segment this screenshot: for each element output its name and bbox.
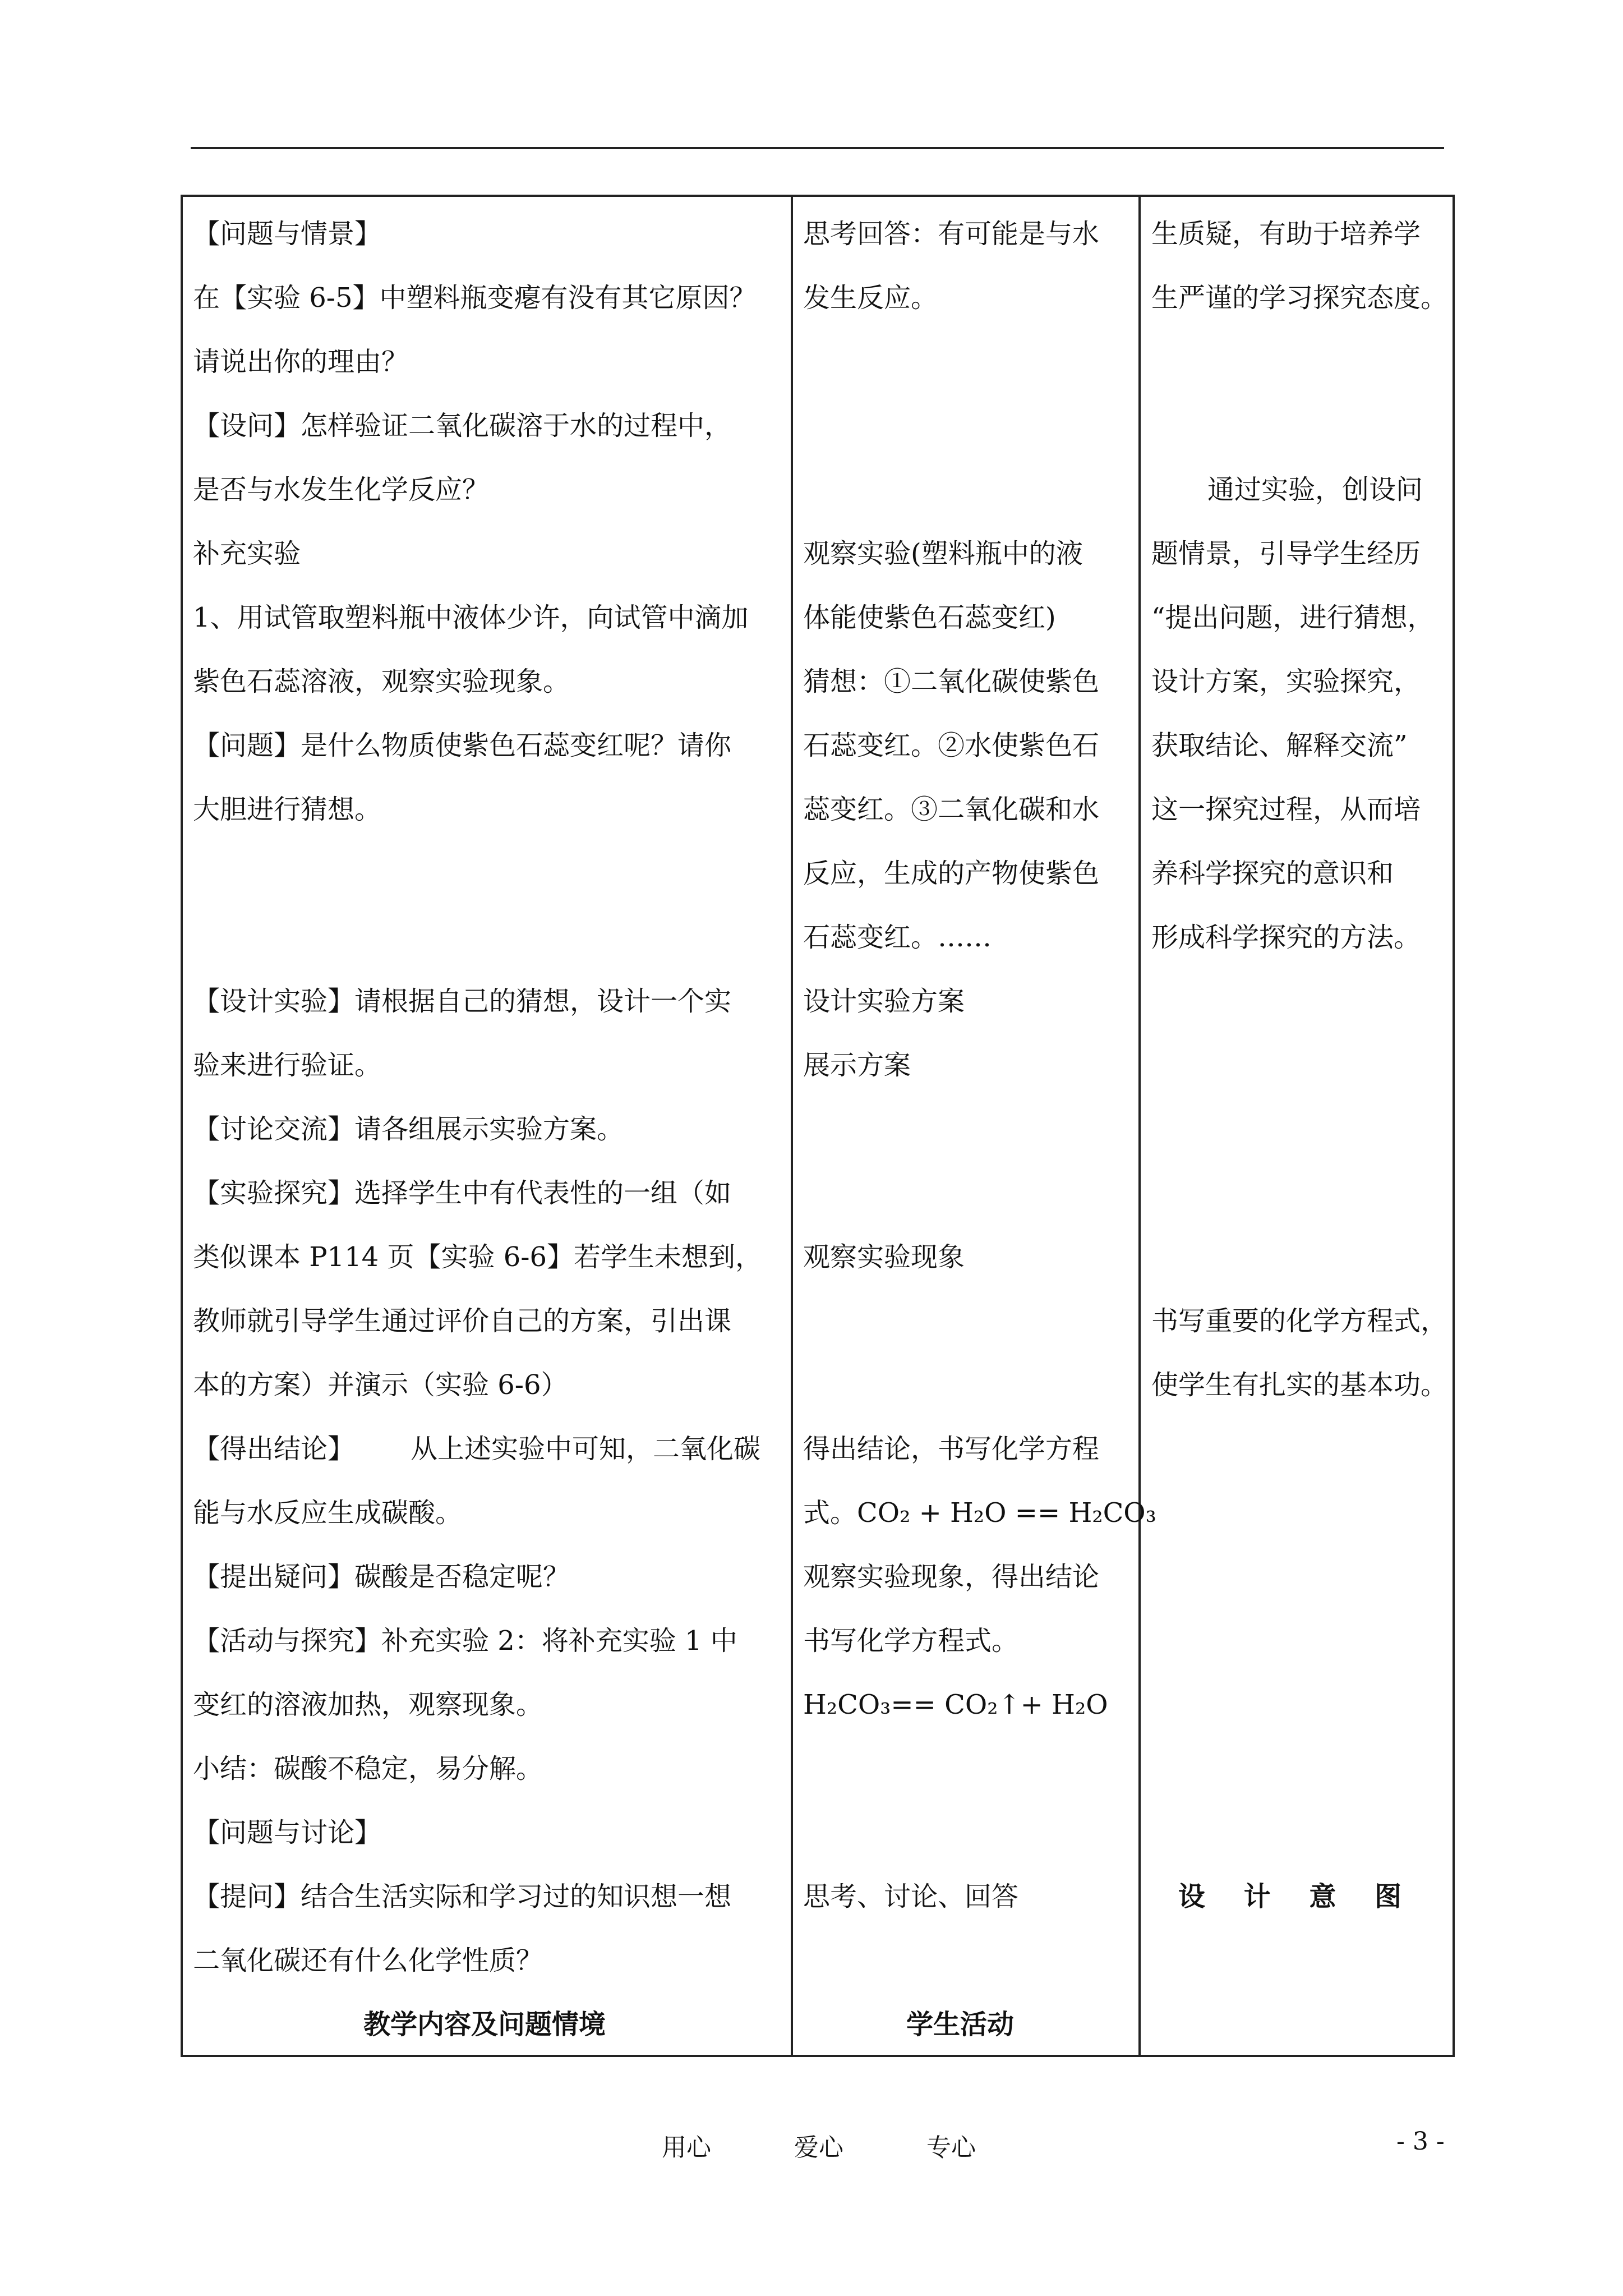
text-line: 请说出你的理由？	[193, 346, 409, 378]
text-line: 本的方案）并演示（实验 6-6）	[193, 1369, 568, 1401]
text-line: 蕊变红。③二氧化碳和水	[803, 794, 1100, 825]
text-line: 验来进行验证。	[193, 1050, 382, 1081]
text-line: 【设计实验】请根据自己的猜想，设计一个实	[193, 986, 732, 1017]
text-line: 体能使紫色石蕊变红)	[803, 602, 1056, 633]
design-intent-column	[1151, 202, 1448, 1929]
equation-line: 式。CO₂ + H₂O == H₂CO₃	[803, 1497, 1156, 1529]
text-line: 类似课本 P114 页【实验 6-6】若学生未想到，	[193, 1241, 762, 1273]
text-line: 【问题与情景】	[193, 218, 382, 250]
text-line: 使学生有扎实的基本功。	[1151, 1369, 1448, 1401]
text-line: 紫色石蕊溶液，观察实验现象。	[193, 666, 570, 697]
text-line	[803, 394, 1117, 458]
text-line: 发生反应。	[803, 282, 938, 314]
text-line	[803, 1929, 1117, 1993]
teaching-content-column	[193, 202, 776, 2056]
text-line	[1151, 969, 1443, 1033]
text-line: 设计实验方案	[803, 986, 965, 1017]
text-line: 是否与水发生化学反应？	[193, 474, 490, 505]
text-line	[1151, 394, 1443, 458]
text-line: 在【实验 6-5】中塑料瓶变瘪有没有其它原因？	[193, 282, 757, 314]
column-divider-2	[1138, 195, 1141, 2057]
text-line	[1151, 1673, 1443, 1737]
conclusion-label: 【得出结论】	[193, 1433, 355, 1465]
footer-motto	[662, 2127, 976, 2163]
text-line	[803, 1353, 1117, 1417]
text-line: “提出问题，进行猜想，	[1151, 602, 1435, 633]
text-line: 养科学探究的意识和	[1151, 858, 1394, 889]
text-line: 观察实验现象	[803, 1241, 965, 1273]
text-line	[193, 841, 776, 905]
text-line: 通过实验，创设问	[1207, 474, 1423, 505]
text-line: 思考回答：有可能是与水	[803, 218, 1100, 250]
text-line	[803, 1801, 1117, 1865]
text-line	[1151, 1609, 1443, 1673]
text-line: 观察实验现象，得出结论	[803, 1561, 1100, 1593]
text-line: 【提问】结合生活实际和学习过的知识想一想	[193, 1881, 732, 1912]
text-line: 设计方案，实验探究，	[1151, 666, 1421, 697]
text-line: 题情景，引导学生经历	[1151, 538, 1421, 569]
text-line: 【设问】怎样验证二氧化碳溶于水的过程中，	[193, 410, 732, 441]
text-line: 大胆进行猜想。	[193, 794, 382, 825]
text-line	[1151, 1801, 1443, 1865]
column-divider-1	[791, 195, 793, 2057]
text-line	[1151, 1481, 1443, 1545]
text-line: 生严谨的学习探究态度。	[1151, 282, 1448, 314]
text-line: 这一探究过程，从而培	[1151, 794, 1421, 825]
text-line: 变红的溶液加热，观察现象。	[193, 1689, 543, 1720]
text-line	[1151, 1545, 1443, 1609]
text-line	[803, 1737, 1117, 1801]
column-heading: 学生活动	[906, 2009, 1014, 2040]
text-line	[193, 905, 776, 969]
footer-word: 用心	[662, 2133, 711, 2162]
conclusion-text: 从上述实验中可知，二氧化碳	[411, 1433, 761, 1465]
text-line: 教师就引导学生通过评价自己的方案，引出课	[193, 1305, 732, 1337]
text-line	[1151, 1161, 1443, 1225]
column-heading: 设 计 意 图	[1178, 1881, 1417, 1912]
text-line: 得出结论，书写化学方程	[803, 1433, 1100, 1465]
text-line: 补充实验	[193, 538, 301, 569]
header-rule	[191, 147, 1444, 149]
equation-line: H₂CO₃== CO₂↑+ H₂O	[803, 1689, 1108, 1720]
text-line: 生质疑，有助于培养学	[1151, 218, 1421, 250]
text-line	[1151, 1097, 1443, 1161]
text-line: 石蕊变红。……	[803, 922, 992, 953]
text-line: 获取结论、解释交流”	[1151, 730, 1408, 761]
text-line	[803, 458, 1117, 522]
column-heading: 教学内容及问题情境	[363, 2009, 606, 2040]
text-line: 形成科学探究的方法。	[1151, 922, 1421, 953]
text-line	[1151, 1737, 1443, 1801]
text-line: 1、用试管取塑料瓶中液体少许，向试管中滴加	[193, 602, 749, 633]
text-line: 二氧化碳还有什么化学性质？	[193, 1945, 543, 1976]
text-line	[803, 1161, 1117, 1225]
text-line: 展示方案	[803, 1050, 911, 1081]
footer-word: 爱心	[794, 2133, 843, 2162]
student-activity-column	[803, 202, 1156, 2056]
text-line: 观察实验(塑料瓶中的液	[803, 538, 1083, 569]
text-line	[803, 1097, 1117, 1161]
text-line: 思考、讨论、回答	[803, 1881, 1019, 1912]
text-line	[1151, 1225, 1443, 1289]
text-line	[803, 330, 1117, 394]
text-line: 小结：碳酸不稳定，易分解。	[193, 1753, 543, 1784]
text-line	[803, 1289, 1117, 1353]
text-line: 反应，生成的产物使紫色	[803, 858, 1100, 889]
text-line: 【活动与探究】补充实验 2：将补充实验 1 中	[193, 1625, 737, 1657]
text-line: 猜想：①二氧化碳使紫色	[803, 666, 1100, 697]
text-line: 【讨论交流】请各组展示实验方案。	[193, 1114, 624, 1145]
text-line: 书写重要的化学方程式，	[1151, 1305, 1448, 1337]
text-line: 书写化学方程式。	[803, 1625, 1019, 1657]
text-line: 能与水反应生成碳酸。	[193, 1497, 463, 1529]
text-line: 【实验探究】选择学生中有代表性的一组（如	[193, 1177, 732, 1209]
text-line	[1151, 330, 1443, 394]
text-line: 【提出疑问】碳酸是否稳定呢？	[193, 1561, 570, 1593]
text-line	[1151, 1417, 1443, 1481]
text-line	[193, 1417, 776, 1481]
footer-word: 专心	[926, 2133, 976, 2162]
text-line: 石蕊变红。②水使紫色石	[803, 730, 1100, 761]
text-line: 【问题与讨论】	[193, 1817, 382, 1848]
text-line	[1151, 1033, 1443, 1097]
page-number: - 3 -	[1396, 2127, 1445, 2156]
text-line: 【问题】是什么物质使紫色石蕊变红呢？请你	[193, 730, 732, 761]
